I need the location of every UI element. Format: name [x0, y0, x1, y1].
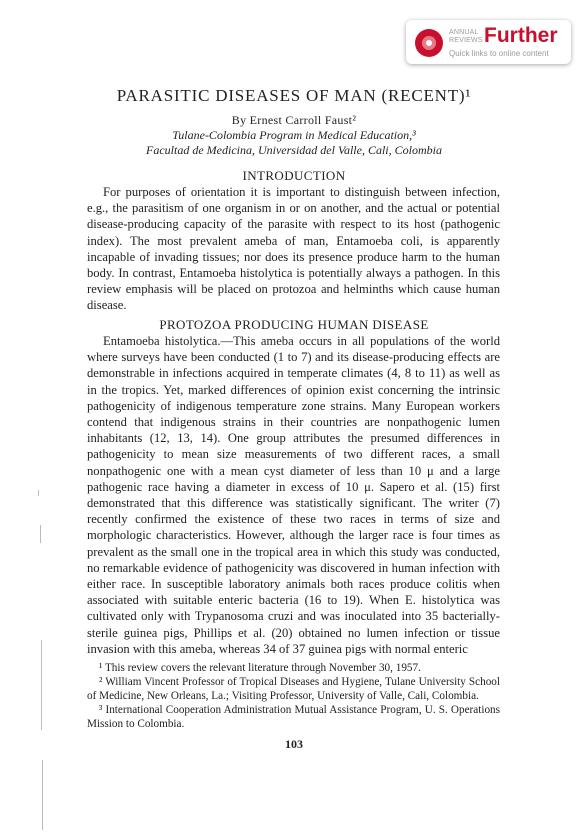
margin-mark: [42, 760, 43, 830]
affiliation-faculty: Facultad de Medicina, Universidad del Valle, Cali, Colombia: [146, 143, 442, 157]
article-title: PARASITIC DISEASES OF MAN (RECENT)¹: [116, 86, 472, 105]
page-number: 103: [285, 737, 303, 751]
author-line: By Ernest Carroll Faust²: [231, 113, 357, 127]
introduction-paragraph: For purposes of orientation it is important to distinguish between infection, e.g., the parasitism of one organism in or on another, and the actual or potential disease-producing capacity of the parasite with respect to its host (pathogenic index). The most prevalent ameba of man, Entamoeba coli, is apparently incapable of invading tissues; nor does its presence produce harm to the human body. In contrast, Entamoeba histolytica is potentially always a pathogen. In this review emphasis will be placed on protozoa and helminths which cause human disease.: [87, 185, 500, 313]
margin-mark: [40, 525, 41, 543]
margin-mark: [38, 490, 39, 496]
affiliation-program: Tulane-Colombia Program in Medical Education,³: [172, 128, 416, 142]
annual-reviews-further-badge[interactable]: [406, 20, 571, 64]
footnotes: [87, 661, 500, 731]
further-label: Further: [484, 24, 558, 47]
protozoa-paragraph: Entamoeba histolytica.—This ameba occurs in all populations of the world where surveys have been conducted (1 to 7) and its disease-producing effects are demonstrable in infections acquired in temperate climates (4, 8 to 11) as well as in the tropics. Yet, marked differences of opinion exist concerning the intrinsic pathogenicity of indigenous temperature zone strains. Many European workers contend that indigenous strains in their countries are nonpathogenic lumen inhabitants (12, 13, 14). One group attributes the presumed differences in pathogenicity to mean size measurements of two different races, a small nonpathogenic one with a mean cyst diameter of less than 10 μ and a large pathogenic race having a diameter in excess of 10 μ. Sapero et al. (15) first demonstrated that this difference was statistically significant. The writer (7) recently confirmed the existence of these two races in terms of size and morphologic characteristics. However, although the larger race is four times as prevalent as the small one in the tropical area in which this study was conducted, no remarkable evidence of pathogenicity was discovered in human infection with either race. In susceptible laboratory animals both races produce colitis when associated with suitable enteric bacteria (16 to 19). When E. histolytica was cultivated only with Trypanosoma cruzi and was inoculated into 35 bacterially-sterile guinea pigs, Phillips et al. (20) obtained no lumen infection or tissue invasion with this ameba, whereas 34 of 37 guinea pigs with normal enteric: [87, 334, 500, 656]
margin-mark: [41, 640, 42, 730]
footnote-3: ³ International Cooperation Administration Mutual Assistance Program, U. S. Operations Mission to Colombia.: [87, 704, 500, 730]
further-subtitle: Quick links to online content: [449, 49, 549, 58]
footnote-1: ¹ This review covers the relevant literature through November 30, 1957.: [99, 662, 421, 674]
section-heading-protozoa: PROTOZOA PRODUCING HUMAN DISEASE: [159, 317, 429, 332]
section-heading-introduction: INTRODUCTION: [242, 168, 346, 183]
annual-reviews-logo-icon: [415, 29, 443, 57]
publisher-name: ANNUAL REVIEWS: [449, 29, 483, 44]
footnote-2: ² William Vincent Professor of Tropical Diseases and Hygiene, Tulane University School of Medicine, New Orleans, La.; Visiting Professor, University of Valle, Cali, Colombia.: [87, 676, 500, 702]
